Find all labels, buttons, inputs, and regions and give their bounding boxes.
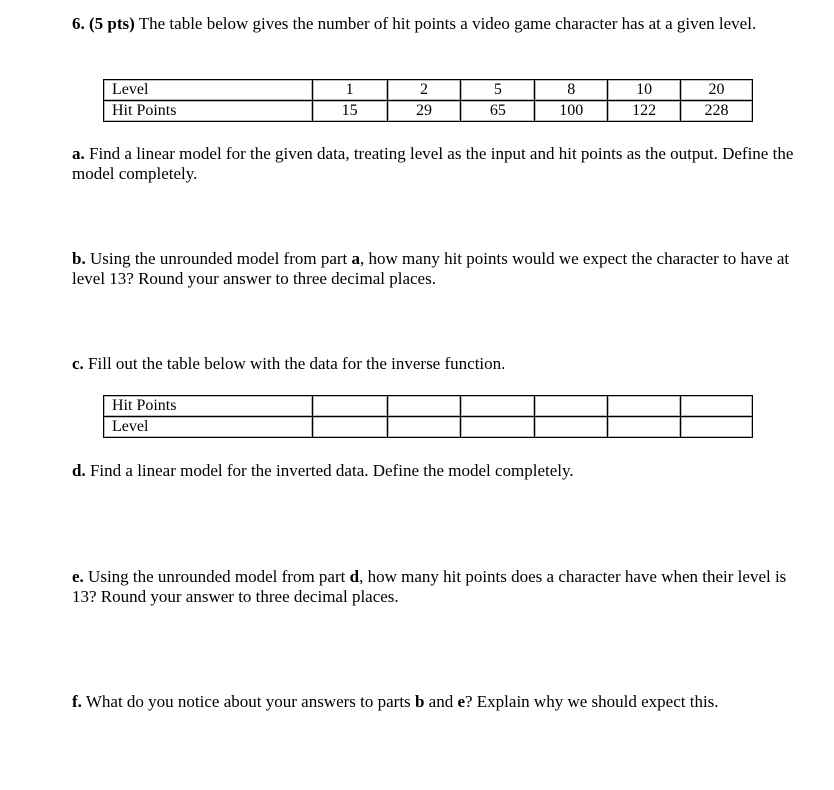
part-b-ref: a [351,249,361,268]
data-table [103,79,753,122]
part-b-label: b. [72,249,86,268]
part-b-text: Using the unrounded model from part [85,249,352,268]
row-label-hit-points: Hit Points [104,101,313,122]
part-c [72,354,802,374]
part-e-label: e. [72,567,84,586]
question-number: 6. (5 pts) [72,14,135,33]
table-cell: 20 [681,80,753,101]
blank-cell[interactable] [461,417,535,438]
question-6-prompt [72,14,802,34]
part-b-text-cont: , how many hit points would we expect the character to have at level 13? Round your answer to three decimal places. [72,249,790,288]
row-label-level: Level [104,80,313,101]
part-e-text: Using the unrounded model from part [83,567,350,586]
blank-cell[interactable] [387,417,461,438]
part-c-text: Fill out the table below with the data for the inverse function. [83,354,506,373]
blank-cell[interactable] [608,396,681,417]
part-f-ref-e: e [457,692,465,711]
part-f-text-cont: ? Explain why we should expect this. [465,692,719,711]
blank-cell[interactable] [608,417,681,438]
part-e-text-cont: , how many hit points does a character have when their level is 13? Round your answer to three decimal places. [72,567,787,606]
blank-cell[interactable] [312,396,387,417]
table-row [104,101,753,122]
row-label-hit-points: Hit Points [104,396,313,417]
table-cell: 65 [461,101,535,122]
part-a-label: a. [72,144,85,163]
table-cell: 122 [608,101,681,122]
part-d-text: Find a linear model for the inverted data. Define the model completely. [85,461,574,480]
part-a [72,144,802,184]
table-cell: 15 [312,101,387,122]
inverse-table [103,395,753,438]
table-cell: 2 [387,80,461,101]
part-f [72,692,802,712]
part-f-and: and [424,692,458,711]
part-d-label: d. [72,461,86,480]
table-cell: 5 [461,80,535,101]
table-row [104,396,753,417]
table-row [104,80,753,101]
blank-cell[interactable] [535,396,608,417]
blank-cell[interactable] [681,396,753,417]
question-text: The table below gives the number of hit points a video game character has at a given level. [134,14,757,33]
part-b [72,249,802,289]
row-label-level: Level [104,417,313,438]
part-c-label: c. [72,354,84,373]
blank-cell[interactable] [312,417,387,438]
part-e-ref: d [349,567,360,586]
part-f-text: What do you notice about your answers to parts [81,692,415,711]
table-cell: 29 [387,101,461,122]
table-cell: 10 [608,80,681,101]
part-e [72,567,812,607]
table-cell: 228 [681,101,753,122]
blank-cell[interactable] [461,396,535,417]
table-row [104,417,753,438]
table-cell: 8 [535,80,608,101]
part-f-ref-b: b [414,692,425,711]
part-f-label: f. [72,692,82,711]
part-d [72,461,802,481]
table-cell: 100 [535,101,608,122]
part-a-text: Find a linear model for the given data, treating level as the input and hit points as the output. Define the model completely. [72,144,794,183]
blank-cell[interactable] [387,396,461,417]
blank-cell[interactable] [681,417,753,438]
blank-cell[interactable] [535,417,608,438]
table-cell: 1 [312,80,387,101]
